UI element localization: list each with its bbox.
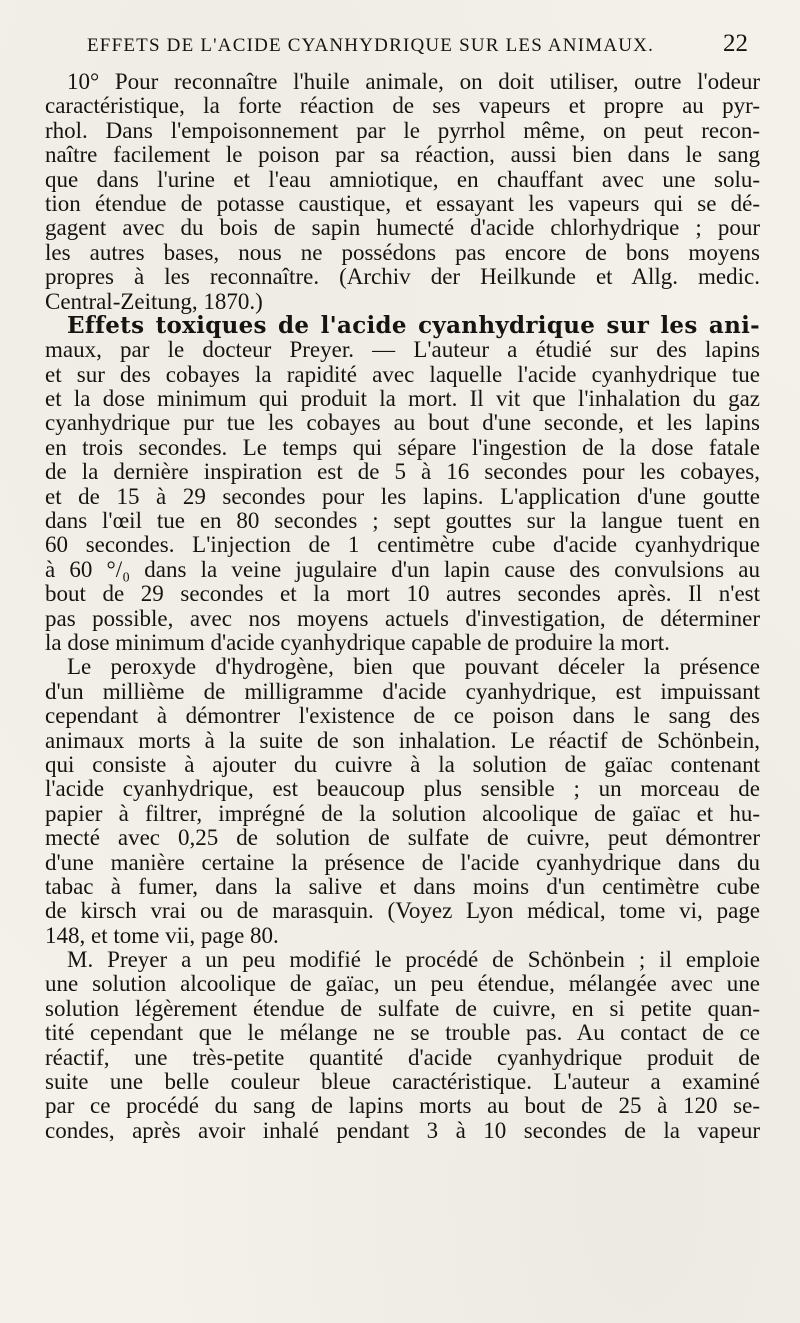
text-line: 60 secondes. L'injection de 1 centimètre cube d'acide cyanhydrique [45,532,760,558]
text-line: pas possible, avec nos moyens actuels d'investigation, de déterminer [45,605,760,631]
text-line: dans l'œil tue en 80 secondes ; sept gouttes sur la langue tuent en [45,508,760,534]
text-line: animaux morts à la suite de son inhalation. Le réactif de Schönbein, [45,727,760,753]
text-line: de la dernière inspiration est de 5 à 16 secondes pour les cobayes, [45,459,760,485]
text-line: bout de 29 secondes et la mort 10 autres secondes après. Il n'est [45,581,760,607]
text-line: Central-Zeitung, 1870.) [45,288,263,314]
text-line: M. Preyer a un peu modifié le procédé de Schönbein ; il emploie [67,947,760,973]
text-line: d'une manière certaine la présence de l'acide cyanhydrique dans du [45,849,760,875]
text-line: la dose minimum d'acide cyanhydrique capable de produire la mort. [45,629,670,655]
text-line: naître facilement le poison par sa réaction, aussi bien dans le sang [45,142,760,168]
text-line: propres à les reconnaître. (Archiv der Heilkunde et Allg. medic. [45,264,760,290]
text-line: les autres bases, nous ne possédons pas encore de bons moyens [45,239,760,265]
text-line: condes, après avoir inhalé pendant 3 à 10 secondes de la vapeur [45,1117,760,1143]
text-line: 10° Pour reconnaître l'huile animale, on doit utiliser, outre l'odeur [67,69,760,94]
text-line: et sur des cobayes la rapidité avec laquelle l'acide cyanhydrique tue [45,361,760,387]
text-line: et la dose minimum qui produit la mort. Il vit que l'inhalation du gaz [45,386,760,412]
text-line: que dans l'urine et l'eau amniotique, en chauffant avec une solu- [45,166,760,192]
text-line: qui consiste à ajouter du cuivre à la solution de gaïac contenant [45,751,760,777]
text-line: Le peroxyde d'hydrogène, bien que pouvant déceler la présence [67,654,760,680]
text-line: tabac à fumer, dans la salive et dans moins d'un centimètre cube [45,873,760,899]
text-line: cyanhydrique pur tue les cobayes au bout d'une seconde, et les lapins [45,410,760,436]
text-line: gagent avec du bois de sapin humecté d'acide chlorhydrique ; pour [45,215,760,241]
text-line: tion étendue de potasse caustique, et essayant les vapeurs qui se dé- [45,190,760,216]
text-line: suite une belle couleur bleue caractéristique. L'auteur a examiné [45,1069,760,1095]
text-line: une solution alcoolique de gaïac, un peu étendue, mélangée avec une [45,971,760,997]
text-line: solution légèrement étendue de sulfate de cuivre, en si petite quan- [45,995,760,1021]
text-line: 148, et tome vii, page 80. [45,922,279,948]
text-line: réactif, une très-petite quantité d'acide cyanhydrique produit de [45,1044,760,1070]
text-line: caractéristique, la forte réaction de ses vapeurs et propre au pyr- [45,93,760,119]
text-line: maux, par le docteur Preyer. — L'auteur a étudié sur des lapins [45,337,760,363]
text-line: d'un millième de milligramme d'acide cyanhydrique, est impuissant [45,678,760,704]
text-line: Effets toxiques de l'acide cyanhydrique sur les ani- [67,311,760,339]
body-text [45,70,760,1143]
running-head [45,30,760,66]
text-line: à 60 °/₀ dans la veine jugulaire d'un lapin cause des convulsions au [45,556,760,582]
text-line: en trois secondes. Le temps qui sépare l'ingestion de la dose fatale [45,434,760,460]
text-line: par ce procédé du sang de lapins morts au bout de 25 à 120 se- [45,1093,760,1119]
text-line: de kirsch vrai ou de marasquin. (Voyez Lyon médical, tome vi, page [45,898,760,924]
text-line: mecté avec 0,25 de solution de sulfate de cuivre, peut démontrer [45,825,760,851]
text-line: et de 15 à 29 secondes pour les lapins. L'application d'une goutte [45,483,760,509]
running-head-title: EFFETS DE L'ACIDE CYANHYDRIQUE SUR LES ANIMAUX. [87,35,655,56]
page-number: 22 [723,30,748,57]
text-line: papier à filtrer, imprégné de la solution alcoolique de gaïac et hu- [45,800,760,826]
text-line: l'acide cyanhydrique, est beaucoup plus sensible ; un morceau de [45,776,760,802]
text-line: cependant à démontrer l'existence de ce poison dans le sang des [45,703,760,729]
text-line: rhol. Dans l'empoisonnement par le pyrrhol même, on peut recon- [45,117,760,143]
text-line: tité cependant que le mélange ne se trouble pas. Au contact de ce [45,1020,760,1046]
